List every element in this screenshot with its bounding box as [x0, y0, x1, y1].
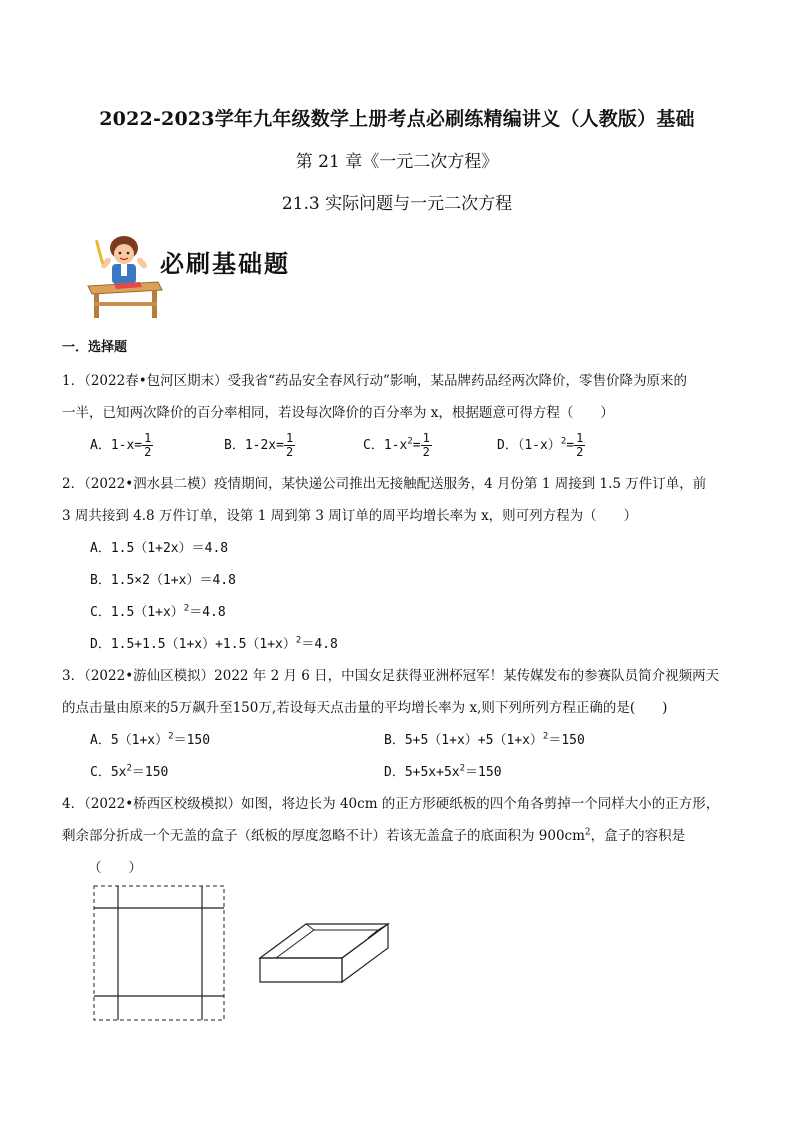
question-4-line-1: 4．（2022•桥西区校级模拟）如图，将边长为 40cm 的正方形硬纸板的四个角各剪掉一个同样大小的正方形，	[62, 796, 720, 812]
question-1-option-b: B．1-2x= $\frac{1}{2}$	[224, 431, 294, 459]
question-2-option-c: C．$1.5(1+x)^2=4.8$	[90, 603, 226, 620]
fraction: $\frac{1}{2}$	[422, 431, 430, 459]
section-title: 21.3 实际问题与一元二次方程	[281, 194, 513, 214]
fraction: $\frac{1}{2}$	[144, 431, 152, 459]
document-title: 2022-2023学年九年级数学上册考点必刷练精编讲义（人教版）基础	[99, 108, 695, 130]
question-2-line-2: 3 周共接到 4.8 万件订单，设第 1 周到第 3 周订单的周平均增长率为 x，则可列方程为（ ）	[62, 508, 638, 524]
question-3-option-a: A．$5(1+x)^2=150$	[90, 731, 211, 748]
question-3-option-c: C．$5x^2=150$	[90, 763, 169, 780]
question-2-option-b: B．1.5×2（1+x）＝4.8	[90, 573, 236, 588]
question-2-line-1: 2．（2022•泗水县二模）疫情期间，某快递公司推出无接触配送服务，4 月份第 1 周接到 1.5 万件订单，前	[62, 476, 707, 492]
question-1-line-2: 一半，已知两次降价的百分率相同，若设每次降价的百分率为 x，根据题意可得方程（ ）	[62, 405, 614, 421]
question-4-line-3: （ ）	[88, 860, 142, 876]
banner-label: 必刷基础题	[160, 250, 290, 278]
cut-corner-square-figure	[90, 882, 230, 1024]
question-4-line-2: 剩余部分折成一个无盖的盒子（纸板的厚度忽略不计）若该无盖盒子的底面积为 $900cm^2$，盒子的容积是	[62, 827, 686, 844]
question-2-option-d: D．$1.5+1.5(1+x)+1.5(1+x)^2=4.8$	[90, 635, 338, 652]
question-1-line-1: 1．（2022春•包河区期末）受我省“药品安全春风行动”影响，某品牌药品经两次降价，零售价降为原来的	[62, 373, 687, 389]
fraction: $\frac{1}{2}$	[285, 431, 294, 459]
question-3-line-2: 的点击量由原来的5万飙升至150万,若设每天点击量的平均增长率为 x,则下列所列方程正确的是( )	[62, 700, 668, 716]
open-box-figure	[256, 916, 392, 986]
question-3-option-d: D．$5+5x+5x^2=150$	[384, 763, 502, 780]
question-1-option-c: C．$1-x^2=$ $\frac{1}{2}$	[363, 431, 430, 459]
question-3-line-1: 3．（2022•游仙区模拟）2022 年 2 月 6 日，中国女足获得亚洲杯冠军！某传媒发布的参赛队员简介视频两天	[62, 668, 720, 684]
fraction: $\frac{1}{2}$	[576, 431, 584, 459]
question-1-option-a: A．1-x= $\frac{1}{2}$	[90, 431, 152, 459]
question-1-option-d: D．$(1-x)^2=$ $\frac{1}{2}$	[497, 431, 584, 459]
question-3-option-b: B．$5+5(1+x)+5(1+x)^2=150$	[384, 731, 585, 748]
section-heading: 一．选择题	[62, 340, 128, 355]
question-2-option-a: A．1.5（1+2x）＝4.8	[90, 541, 229, 556]
chapter-title: 第 21 章《一元二次方程》	[295, 152, 499, 172]
